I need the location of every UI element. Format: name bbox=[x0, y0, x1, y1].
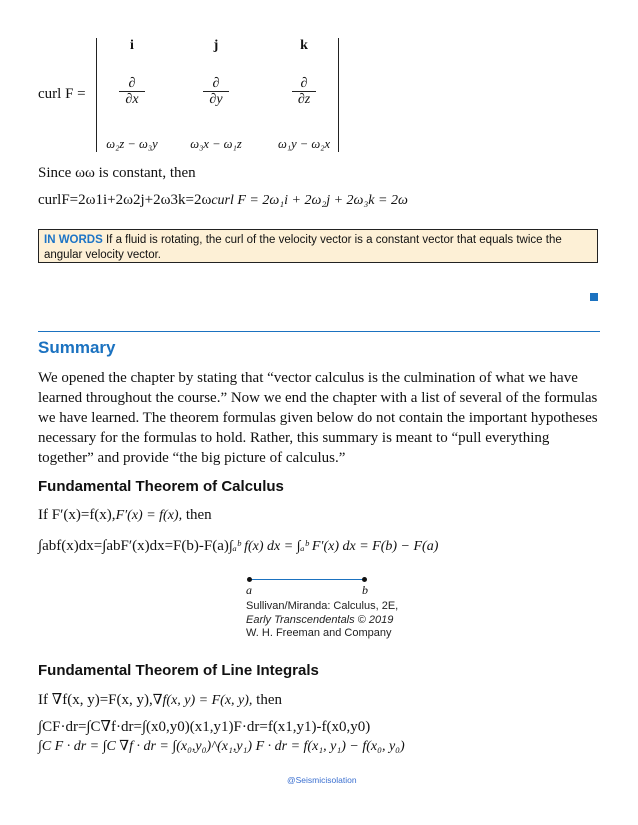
interval-label-a: a bbox=[246, 583, 252, 597]
curl-label: curl F = bbox=[38, 86, 86, 102]
det-j: j bbox=[213, 38, 219, 53]
det-row3-2: ω₃x − ω₁z bbox=[190, 137, 242, 151]
ftli-then: then bbox=[256, 692, 282, 708]
ftc-if-line bbox=[38, 507, 212, 524]
caption-line-3: W. H. Freeman and Company bbox=[246, 627, 392, 639]
caption-line-1: Sullivan/Miranda: Calculus, 2E, bbox=[246, 600, 399, 612]
ftli-if-plain: If ∇f(x, y)=F(x, y), bbox=[38, 692, 153, 708]
since-line: Since ωω is constant, then bbox=[38, 165, 196, 181]
ftli-title: Fundamental Theorem of Line Integrals bbox=[38, 662, 319, 679]
det-row3-3: ω₁y − ω₂x bbox=[277, 137, 331, 151]
ftc-integral-math: ∫ₐᵇ f(x) dx = ∫ₐᵇ F′(x) dx = F(b) − F(a) bbox=[228, 539, 439, 554]
ftc-title: Fundamental Theorem of Calculus bbox=[38, 478, 284, 495]
ftc-integral-line bbox=[38, 538, 438, 555]
ftc-integral-plain: ∫abf(x)dx=∫abF′(x)dx=F(b)-F(a) bbox=[38, 538, 229, 554]
det-partial-y: $\frac{\partial}{\partial y}$ bbox=[166, 76, 266, 108]
summary-paragraph: We opened the chapter by stating that “vector calculus is the culmination of what we have learned throughout the course.” Now we end the chapter with a list of several of the formulas we have learned. The theorem formulas given below do not contain the important hypotheses necessary for the formulas to hold. Rather, this summary is meant to “pull everything together” and provide “the big picture of calculus.” bbox=[38, 370, 598, 466]
ftc-if-plain: If F′(x)=f(x), bbox=[38, 507, 116, 523]
ftli-if-line bbox=[38, 690, 282, 709]
curl-result-line bbox=[38, 192, 408, 209]
det-row3-1: ω₂z − ω₃y bbox=[106, 137, 158, 151]
det-partial-z: $\frac{\partial}{\partial z}$ bbox=[254, 76, 354, 108]
in-words-tag: IN WORDS bbox=[44, 234, 103, 246]
ftc-if-math: F′(x) = f(x), bbox=[115, 508, 183, 523]
ftli-integral-math: ∫C F · dr = ∫C ∇f · dr = ∫(x₀,y₀)^(x₁,y₁) F · dr = f(x₁, y₁) − f(x₀, y₀) bbox=[38, 739, 405, 754]
det-partial-x: $\frac{\partial}{\partial x}$ bbox=[82, 76, 182, 108]
interval-line bbox=[250, 579, 366, 580]
interval-point-b bbox=[362, 577, 367, 582]
watermark: @Seismicisolation bbox=[287, 775, 357, 785]
curl-result-plain: curlF=2ω1i+2ω2j+2ω3k=2ω bbox=[38, 192, 212, 208]
ftli-if-math: ∇f(x, y) = F(x, y), bbox=[152, 693, 253, 708]
interval-label-b: b bbox=[362, 583, 368, 597]
ftli-integral-plain: ∫CF·dr=∫C∇f·dr=∫(x0,y0)(x1,y1)F·dr=f(x1,y1)-f(x0,y0) bbox=[38, 719, 371, 735]
curl-result-math: curl F = 2ω₁i + 2ω₂j + 2ω₃k = 2ω bbox=[211, 193, 408, 208]
figure-caption bbox=[246, 600, 398, 641]
det-k: k bbox=[300, 38, 308, 53]
in-words-text: If a fluid is rotating, the curl of the velocity vector is a constant vector that equals twice the angular velocity vector. bbox=[44, 234, 562, 261]
ftc-then: then bbox=[185, 507, 212, 523]
det-i: i bbox=[130, 38, 134, 53]
end-of-example-square bbox=[590, 293, 598, 301]
interval-point-a bbox=[247, 577, 252, 582]
in-words-box bbox=[38, 229, 598, 263]
summary-title: Summary bbox=[38, 338, 116, 357]
section-divider bbox=[38, 331, 600, 332]
caption-line-2: Early Transcendentals © 2019 bbox=[246, 613, 394, 626]
